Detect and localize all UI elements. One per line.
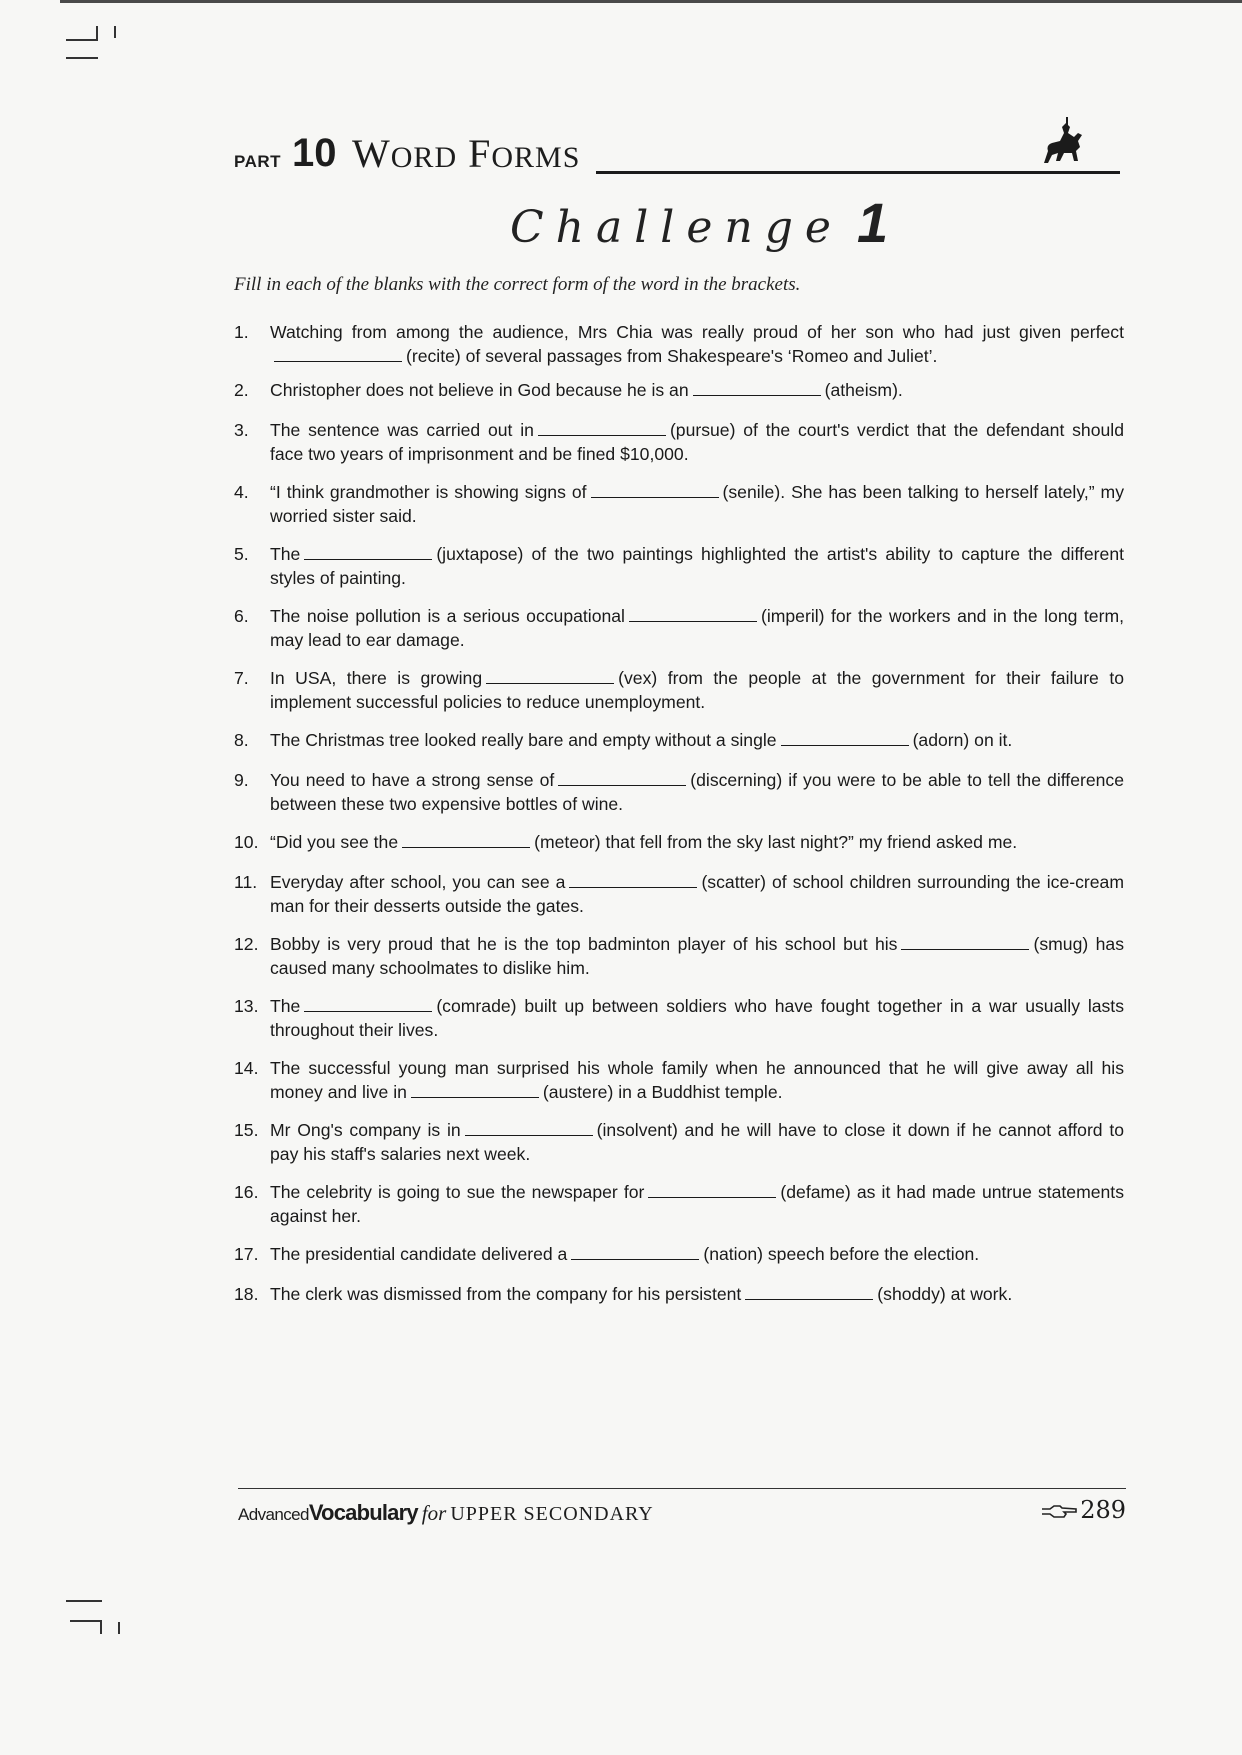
answer-blank[interactable] xyxy=(558,769,686,786)
question-text xyxy=(270,1056,1124,1104)
part-label: PART xyxy=(234,152,282,171)
question-text xyxy=(270,418,1124,466)
question-text xyxy=(270,1118,1124,1166)
question-text-before: The successful young man surprised his whole family when he announced that he will give away all his money and live in xyxy=(270,1058,1124,1102)
question-text xyxy=(270,542,1124,590)
answer-blank[interactable] xyxy=(411,1081,539,1098)
answer-blank[interactable] xyxy=(304,995,432,1012)
question-text-after: (adorn) on it. xyxy=(912,730,1013,750)
question-text-before: You need to have a strong sense of xyxy=(270,770,555,790)
question-text-after: (discerning) if you were to be able to tell the difference between these two expensive bottles of wine. xyxy=(270,770,1124,814)
question-item xyxy=(234,1056,1124,1104)
question-text-before: Mr Ong's company is in xyxy=(270,1120,461,1140)
answer-blank[interactable] xyxy=(648,1181,776,1198)
answer-blank[interactable] xyxy=(781,729,909,746)
question-item xyxy=(234,728,1124,752)
question-item xyxy=(234,604,1124,652)
question-item xyxy=(234,378,1124,402)
question-item xyxy=(234,932,1124,980)
question-number: 1. xyxy=(234,322,249,342)
question-item xyxy=(234,768,1124,816)
question-text-after: (imperil) for the workers and in the long term, may lead to ear damage. xyxy=(270,606,1124,650)
question-item xyxy=(234,1180,1124,1228)
question-text-before: Bobby is very proud that he is the top badminton player of his school but his xyxy=(270,934,898,954)
question-text xyxy=(270,994,1124,1042)
question-number: 16. xyxy=(234,1182,259,1202)
question-text-before: Watching from among the audience, Mrs Chia was really proud of her son who had just given perfect xyxy=(270,322,1124,342)
question-text-before: The presidential candidate delivered a xyxy=(270,1244,568,1264)
question-text xyxy=(270,378,1124,402)
challenge-heading xyxy=(510,190,888,270)
question-number: 3. xyxy=(234,420,249,440)
question-number: 6. xyxy=(234,606,249,626)
book-title-advanced: Advanced xyxy=(238,1505,309,1524)
book-title-upper-secondary: UPPER SECONDARY xyxy=(450,1503,654,1525)
question-text-after: (recite) of several passages from Shakespeare's ‘Romeo and Juliet’. xyxy=(406,346,938,366)
question-text-before: The celebrity is going to sue the newspaper for xyxy=(270,1182,645,1202)
question-number: 13. xyxy=(234,996,259,1016)
question-item xyxy=(234,320,1124,368)
answer-blank[interactable] xyxy=(571,1243,699,1260)
question-number: 18. xyxy=(234,1284,259,1304)
challenge-number: 1 xyxy=(856,191,889,254)
question-text-after: (shoddy) at work. xyxy=(877,1284,1013,1304)
part-header xyxy=(234,128,1120,174)
question-text xyxy=(270,932,1124,980)
question-text-before: The Christmas tree looked really bare and empty without a single xyxy=(270,730,777,750)
answer-blank[interactable] xyxy=(693,379,821,396)
question-number: 11. xyxy=(234,872,258,892)
book-title xyxy=(238,1500,654,1526)
question-text-before: Christopher does not believe in God because he is an xyxy=(270,380,689,400)
question-item xyxy=(234,1242,1124,1266)
question-text-after: (smug) has caused many schoolmates to dislike him. xyxy=(270,934,1124,978)
question-text xyxy=(270,870,1124,918)
answer-blank[interactable] xyxy=(304,543,432,560)
question-item xyxy=(234,994,1124,1042)
question-item xyxy=(234,830,1124,854)
footer-rule xyxy=(238,1488,1126,1489)
answer-blank[interactable] xyxy=(569,871,697,888)
question-text-after: (austere) in a Buddhist temple. xyxy=(542,1082,783,1102)
question-number: 4. xyxy=(234,482,249,502)
question-text-before: The sentence was carried out in xyxy=(270,420,534,440)
question-number: 8. xyxy=(234,730,249,750)
question-number: 5. xyxy=(234,544,249,564)
question-item xyxy=(234,1282,1124,1306)
question-text-before: Everyday after school, you can see a xyxy=(270,872,566,892)
title-initial-w: W xyxy=(352,131,391,176)
question-text-after: (insolvent) and he will have to close it down if he cannot afford to pay his staff's salaries next week. xyxy=(270,1120,1124,1164)
question-number: 10. xyxy=(234,832,259,852)
question-text-after: (vex) from the people at the government for their failure to implement successful policies to reduce unemployment. xyxy=(270,668,1124,712)
part-number: 10 xyxy=(292,131,337,175)
question-text-before: The xyxy=(270,996,301,1016)
part-title xyxy=(352,130,580,177)
question-text xyxy=(270,1242,1124,1266)
question-item xyxy=(234,418,1124,466)
question-text-before: “I think grandmother is showing signs of xyxy=(270,482,587,502)
question-item xyxy=(234,870,1124,918)
challenge-word: Challenge xyxy=(510,202,843,253)
page-footer xyxy=(238,1496,1126,1536)
question-text xyxy=(270,1282,1124,1306)
question-text-after: (pursue) of the court's verdict that the defendant should face two years of imprisonment and be fined $10,000. xyxy=(270,420,1124,464)
pointing-hand-icon xyxy=(1040,1503,1078,1521)
question-number: 14. xyxy=(234,1058,259,1078)
answer-blank[interactable] xyxy=(465,1119,593,1136)
question-text xyxy=(270,320,1124,368)
answer-blank[interactable] xyxy=(591,481,719,498)
question-text-after: (juxtapose) of the two paintings highlighted the artist's ability to capture the different styles of painting. xyxy=(270,544,1124,588)
question-item xyxy=(234,1118,1124,1166)
question-text xyxy=(270,728,1124,752)
question-text-after: (nation) speech before the election. xyxy=(703,1244,980,1264)
page-number-block xyxy=(1040,1496,1126,1524)
book-title-vocabulary: Vocabulary xyxy=(308,1500,418,1525)
question-text-before: In USA, there is growing xyxy=(270,668,483,688)
question-number: 15. xyxy=(234,1120,259,1140)
question-number: 17. xyxy=(234,1244,259,1264)
answer-blank[interactable] xyxy=(274,345,402,362)
answer-blank[interactable] xyxy=(901,933,1029,950)
question-text-before: The xyxy=(270,544,301,564)
title-rest-ord: ORD xyxy=(390,141,458,174)
question-number: 9. xyxy=(234,770,249,790)
instruction-text: Fill in each of the blanks with the correct form of the word in the brackets. xyxy=(234,274,801,295)
question-text-before: The clerk was dismissed from the company for his persistent xyxy=(270,1284,742,1304)
question-text-after: (meteor) that fell from the sky last night?” my friend asked me. xyxy=(534,832,1018,852)
answer-blank[interactable] xyxy=(538,419,666,436)
question-text xyxy=(270,604,1124,652)
answer-blank[interactable] xyxy=(629,605,757,622)
title-initial-f: F xyxy=(468,131,492,176)
question-number: 12. xyxy=(234,934,259,954)
question-text xyxy=(270,830,1124,854)
question-text-after: (senile). She has been talking to herself lately,” my worried sister said. xyxy=(270,482,1124,526)
question-text-before: “Did you see the xyxy=(270,832,399,852)
question-item xyxy=(234,542,1124,590)
question-text xyxy=(270,1180,1124,1228)
question-text xyxy=(270,666,1124,714)
question-text-after: (scatter) of school children surrounding the ice-cream man for their desserts outside the gates. xyxy=(270,872,1124,916)
question-item xyxy=(234,480,1124,528)
question-text xyxy=(270,480,1124,528)
question-text-after: (comrade) built up between soldiers who have fought together in a war usually lasts throughout their lives. xyxy=(270,996,1124,1040)
answer-blank[interactable] xyxy=(745,1283,873,1300)
title-rest-orms: ORMS xyxy=(491,141,581,174)
answer-blank[interactable] xyxy=(486,667,614,684)
knight-on-horse-icon xyxy=(1034,115,1092,173)
book-title-for: for xyxy=(421,1501,447,1525)
question-text-before: The noise pollution is a serious occupational xyxy=(270,606,625,626)
question-text xyxy=(270,768,1124,816)
question-item xyxy=(234,666,1124,714)
question-number: 2. xyxy=(234,380,249,400)
page-number: 289 xyxy=(1080,1496,1126,1524)
question-number: 7. xyxy=(234,668,249,688)
question-text-after: (atheism). xyxy=(824,380,903,400)
question-text-after: (defame) as it had made untrue statements against her. xyxy=(270,1182,1124,1226)
answer-blank[interactable] xyxy=(402,831,530,848)
